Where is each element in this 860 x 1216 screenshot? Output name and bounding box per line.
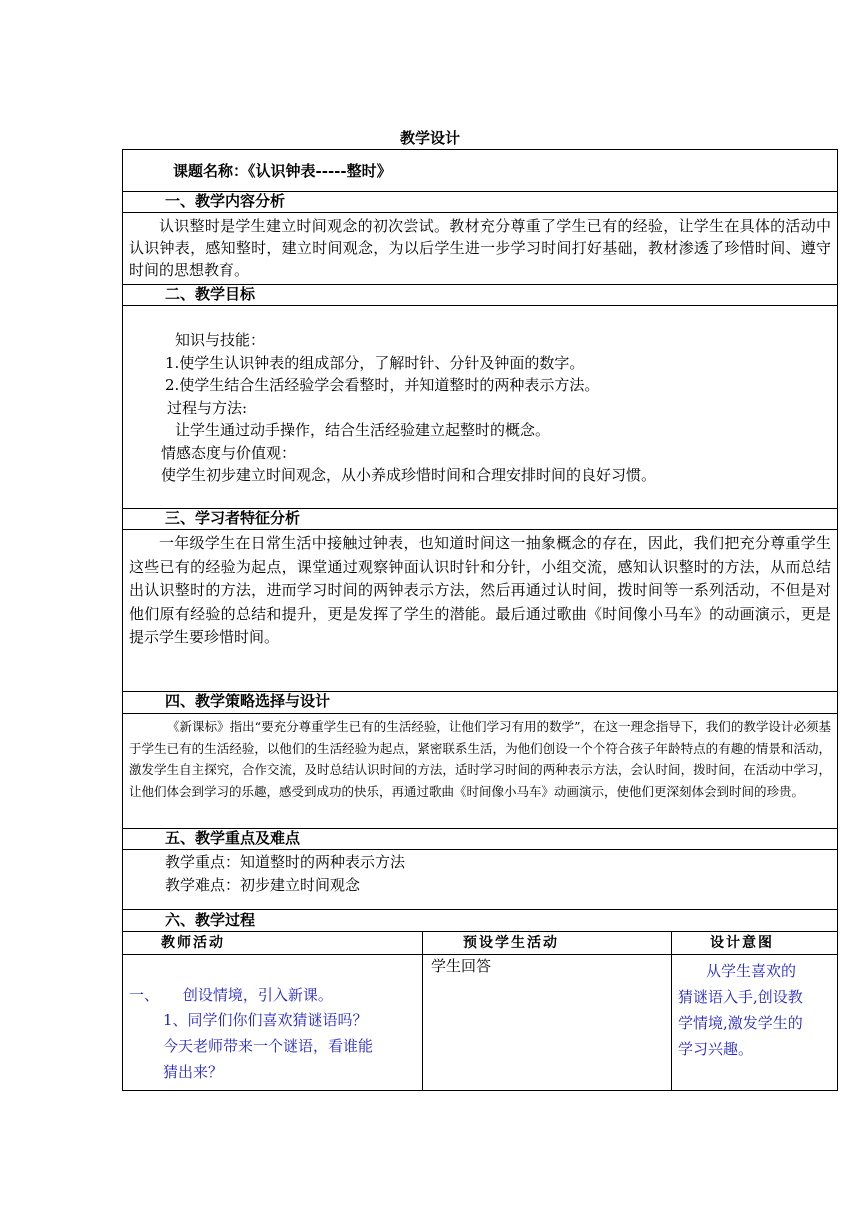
student-activity-cell [423,955,672,1090]
objectives-heading: 二、教学目标 [165,285,256,303]
design-intent-line: 从学生喜欢的 [706,962,797,980]
column-header-student: 预设学生活动 [463,935,559,951]
learner-analysis-heading-row [122,509,838,530]
key-point-text: 教学重点：知道整时的两种表示方法 [165,853,406,871]
teacher-activity-line: 今天老师带来一个谜语，看谁能 [163,1037,374,1055]
key-points-heading: 五、教学重点及难点 [165,829,301,847]
column-header-teacher: 教师活动 [161,935,225,951]
objectives-line: 过程与方法: [167,398,248,417]
topic-row [122,149,838,192]
strategy-text: 《新课标》指出“要充分尊重学生已有的生活经验，让他们学习有用的数学”，在这一理念指导下，我们的教学设计必须基于学生已有的生活经验，以他们的生活经验为起点，紧密联系生活，为他们创设一个个符合孩子年龄特点的有趣的情景和活动，激发学生自主探究，合作交流，及时总结认识时间的方法，适时学习时间的两种表示方法，会认时间，拨时间，在活动中学习，让他们体会到学习的乐趣，感受到成功的快乐，再通过歌曲《时间像小马车》动画演示，使他们更深刻体会到时间的珍贵。 [129,719,831,799]
learner-analysis-body-row [122,530,838,692]
objectives-line: 让学生通过动手操作，结合生活经验建立起整时的概念。 [175,421,551,439]
process-column-header-row [122,932,838,955]
column-header-cell [123,932,423,954]
teacher-activity-line: 1、同学们你们喜欢猜谜语吗？ [163,1011,368,1029]
teacher-step-title: 一、 创设情境，引入新课。 [129,986,333,1004]
key-points-body-row [122,850,838,910]
strategy-body-row [122,714,838,829]
student-activity-text: 学生回答 [431,957,492,975]
key-points-heading-row [122,829,838,850]
objectives-line: 2.使学生结合生活经验学会看整时，并知道整时的两种表示方法。 [165,376,600,394]
strategy-heading: 四、教学策略选择与设计 [165,692,331,710]
process-body-row [122,955,838,1091]
process-heading: 六、教学过程 [165,911,256,929]
objectives-heading-row [122,285,838,306]
design-intent-line: 学情境,激发学生的 [678,1014,803,1032]
column-header-cell [672,932,837,954]
topic-title: 课题名称：《认识钟表-----整时》 [173,162,392,180]
content-analysis-text: 认识整时是学生建立时间观念的初次尝试。教材充分尊重了学生已有的经验，让学生在具体的活动中认识钟表，感知整时，建立时间观念，为以后学生进一步学习时间打好基础，教材渗透了珍惜时间、遵守时间的思想教育。 [129,217,831,279]
content-analysis-body-row [122,213,838,285]
objectives-line: 知识与技能： [175,331,266,349]
content-analysis-heading-row [122,192,838,213]
objectives-line: 情感态度与价值观： [161,443,297,462]
content-analysis-heading: 一、教学内容分析 [165,192,286,210]
teacher-activity-line: 猜出来？ [163,1063,224,1081]
design-intent-line: 学习兴趣。 [678,1040,754,1058]
objectives-line: 1.使学生认识钟表的组成部分，了解时针、分针及钟面的数字。 [165,353,585,372]
design-intent-cell [672,955,837,1090]
process-heading-row [122,910,838,932]
objectives-line: 使学生初步建立时间观念，从小养成珍惜时间和合理安排时间的良好习惯。 [161,466,657,484]
lesson-plan-table [122,149,838,1091]
column-header-intent: 设计意图 [710,935,774,951]
design-intent-line: 猜谜语入手,创设教 [678,988,803,1006]
column-header-cell [423,932,672,954]
document-title: 教学设计 [399,129,460,147]
learner-analysis-text: 一年级学生在日常生活中接触过钟表，也知道时间这一抽象概念的存在，因此，我们把充分尊重学生这些已有的经验为起点，课堂通过观察钟面认识时针和分针，小组交流，感知认识整时的方法，从而总结出认识整时的方法，进而学习时间的两钟表示方法，然后再通过认时间，拨时间等一系列活动，不但是对他们原有经验的总结和提升，更是发挥了学生的潜能。最后通过歌曲《时间像小马车》的动画演示，更是提示学生要珍惜时间。 [129,534,831,646]
difficulty-text: 教学难点：初步建立时间观念 [165,875,361,894]
objectives-body-row [122,306,838,509]
teacher-activity-cell [123,955,423,1090]
learner-analysis-heading: 三、学习者特征分析 [165,509,301,527]
strategy-heading-row [122,692,838,714]
